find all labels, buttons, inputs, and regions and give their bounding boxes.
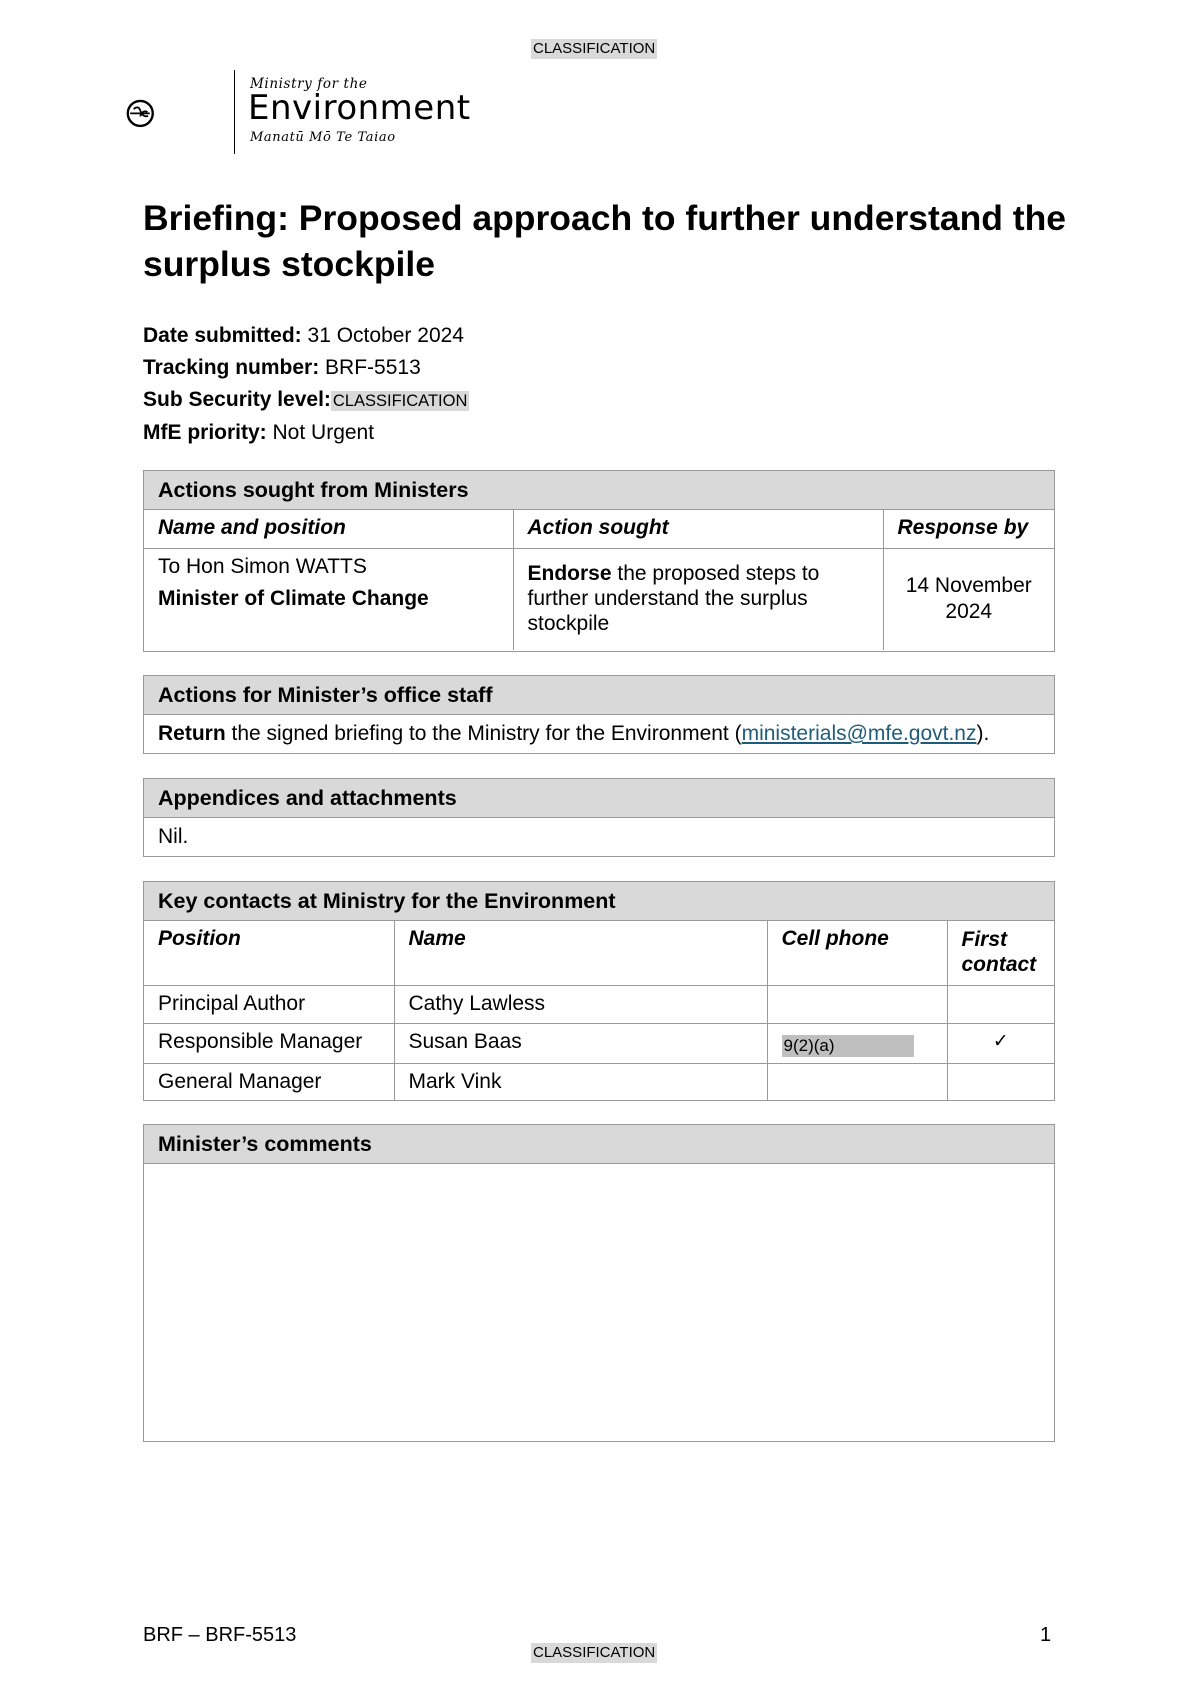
contact-phone bbox=[767, 1063, 947, 1101]
ministerials-email-link[interactable]: ministerials@mfe.govt.nz bbox=[741, 722, 977, 745]
actions-sought-table bbox=[144, 510, 1054, 650]
table-row bbox=[144, 1023, 1054, 1063]
contact-phone-redacted: 9(2)(a) bbox=[782, 1035, 914, 1057]
date-value: 31 October 2024 bbox=[307, 324, 464, 347]
logo-line1: Ministry for the bbox=[250, 76, 368, 92]
col-name: Name bbox=[394, 921, 767, 985]
return-text: the signed briefing to the Ministry for the Environment ( bbox=[225, 722, 742, 745]
col-response-by: Response by bbox=[883, 510, 1054, 548]
logo-divider bbox=[234, 70, 235, 154]
contact-position: Principal Author bbox=[144, 985, 394, 1023]
contact-position: Responsible Manager bbox=[144, 1023, 394, 1063]
office-staff-section bbox=[143, 675, 1055, 754]
office-staff-heading: Actions for Minister’s office staff bbox=[144, 676, 1054, 715]
ministers-comments-area[interactable] bbox=[144, 1164, 1054, 1442]
key-contacts-section bbox=[143, 881, 1055, 1101]
contact-first bbox=[947, 1063, 1054, 1101]
logo-line3: Manatū Mō Te Taiao bbox=[250, 130, 396, 145]
col-position: Position bbox=[158, 927, 241, 950]
contact-name: Mark Vink bbox=[394, 1063, 767, 1101]
mfe-priority bbox=[143, 417, 469, 449]
ministers-comments-section bbox=[143, 1124, 1055, 1442]
action-sought-cell bbox=[513, 548, 883, 650]
table-row bbox=[144, 1063, 1054, 1101]
security-label: Sub Security level: bbox=[143, 388, 331, 411]
action-text: the proposed steps to further understand the surplus stockpile bbox=[527, 561, 820, 635]
tracking-label: Tracking number: bbox=[143, 356, 320, 379]
actions-sought-heading: Actions sought from Ministers bbox=[144, 471, 1054, 510]
return-verb: Return bbox=[158, 722, 226, 745]
classification-footer: CLASSIFICATION bbox=[533, 1644, 656, 1661]
page-number: 1 bbox=[1040, 1624, 1052, 1646]
security-level bbox=[143, 384, 469, 417]
contact-name: Cathy Lawless bbox=[394, 985, 767, 1023]
tracking-value: BRF-5513 bbox=[325, 356, 421, 379]
ministry-logo-icon bbox=[126, 64, 236, 164]
table-row bbox=[144, 985, 1054, 1023]
contact-name: Susan Baas bbox=[394, 1023, 767, 1063]
col-name-position: Name and position bbox=[158, 516, 346, 539]
contact-position: General Manager bbox=[144, 1063, 394, 1101]
tracking-number bbox=[143, 352, 469, 384]
appendices-heading: Appendices and attachments bbox=[144, 779, 1054, 818]
appendices-section bbox=[143, 778, 1055, 857]
appendices-text: Nil. bbox=[158, 825, 189, 848]
contact-phone bbox=[767, 985, 947, 1023]
col-action-sought: Action sought bbox=[513, 510, 883, 548]
priority-label: MfE priority: bbox=[143, 421, 267, 444]
action-verb: Endorse bbox=[527, 561, 612, 585]
col-first-contact-line1: First bbox=[961, 928, 1008, 951]
first-contact-check-icon: ✓ bbox=[947, 1023, 1054, 1063]
classification-header: CLASSIFICATION bbox=[533, 40, 656, 57]
key-contacts-table bbox=[144, 921, 1054, 1101]
date-submitted bbox=[143, 320, 469, 352]
col-cell-phone: Cell phone bbox=[767, 921, 947, 985]
minister-name-cell bbox=[144, 548, 513, 650]
ministers-comments-heading: Minister’s comments bbox=[144, 1125, 1054, 1164]
briefing-metadata bbox=[143, 320, 469, 449]
logo-line2: Environment bbox=[248, 88, 471, 128]
return-text-end: ). bbox=[976, 722, 990, 745]
response-by-value: 14 November 2024 bbox=[883, 548, 1054, 650]
office-staff-instruction bbox=[144, 715, 1054, 753]
col-first-contact-line2: contact bbox=[961, 953, 1037, 976]
minister-name: To Hon Simon WATTS bbox=[158, 554, 367, 578]
key-contacts-heading: Key contacts at Ministry for the Environment bbox=[144, 882, 1054, 921]
actions-sought-section bbox=[143, 470, 1055, 652]
contact-phone-cell bbox=[767, 1023, 947, 1063]
minister-position: Minister of Climate Change bbox=[158, 586, 429, 610]
footer-reference: BRF – BRF-5513 bbox=[143, 1624, 297, 1646]
date-label: Date submitted: bbox=[143, 324, 302, 347]
col-first-contact bbox=[947, 921, 1054, 985]
contact-first bbox=[947, 985, 1054, 1023]
security-value: CLASSIFICATION bbox=[332, 392, 468, 410]
priority-value: Not Urgent bbox=[272, 421, 375, 444]
page-title: Briefing: Proposed approach to further understand the surplus stockpile bbox=[143, 198, 1067, 284]
